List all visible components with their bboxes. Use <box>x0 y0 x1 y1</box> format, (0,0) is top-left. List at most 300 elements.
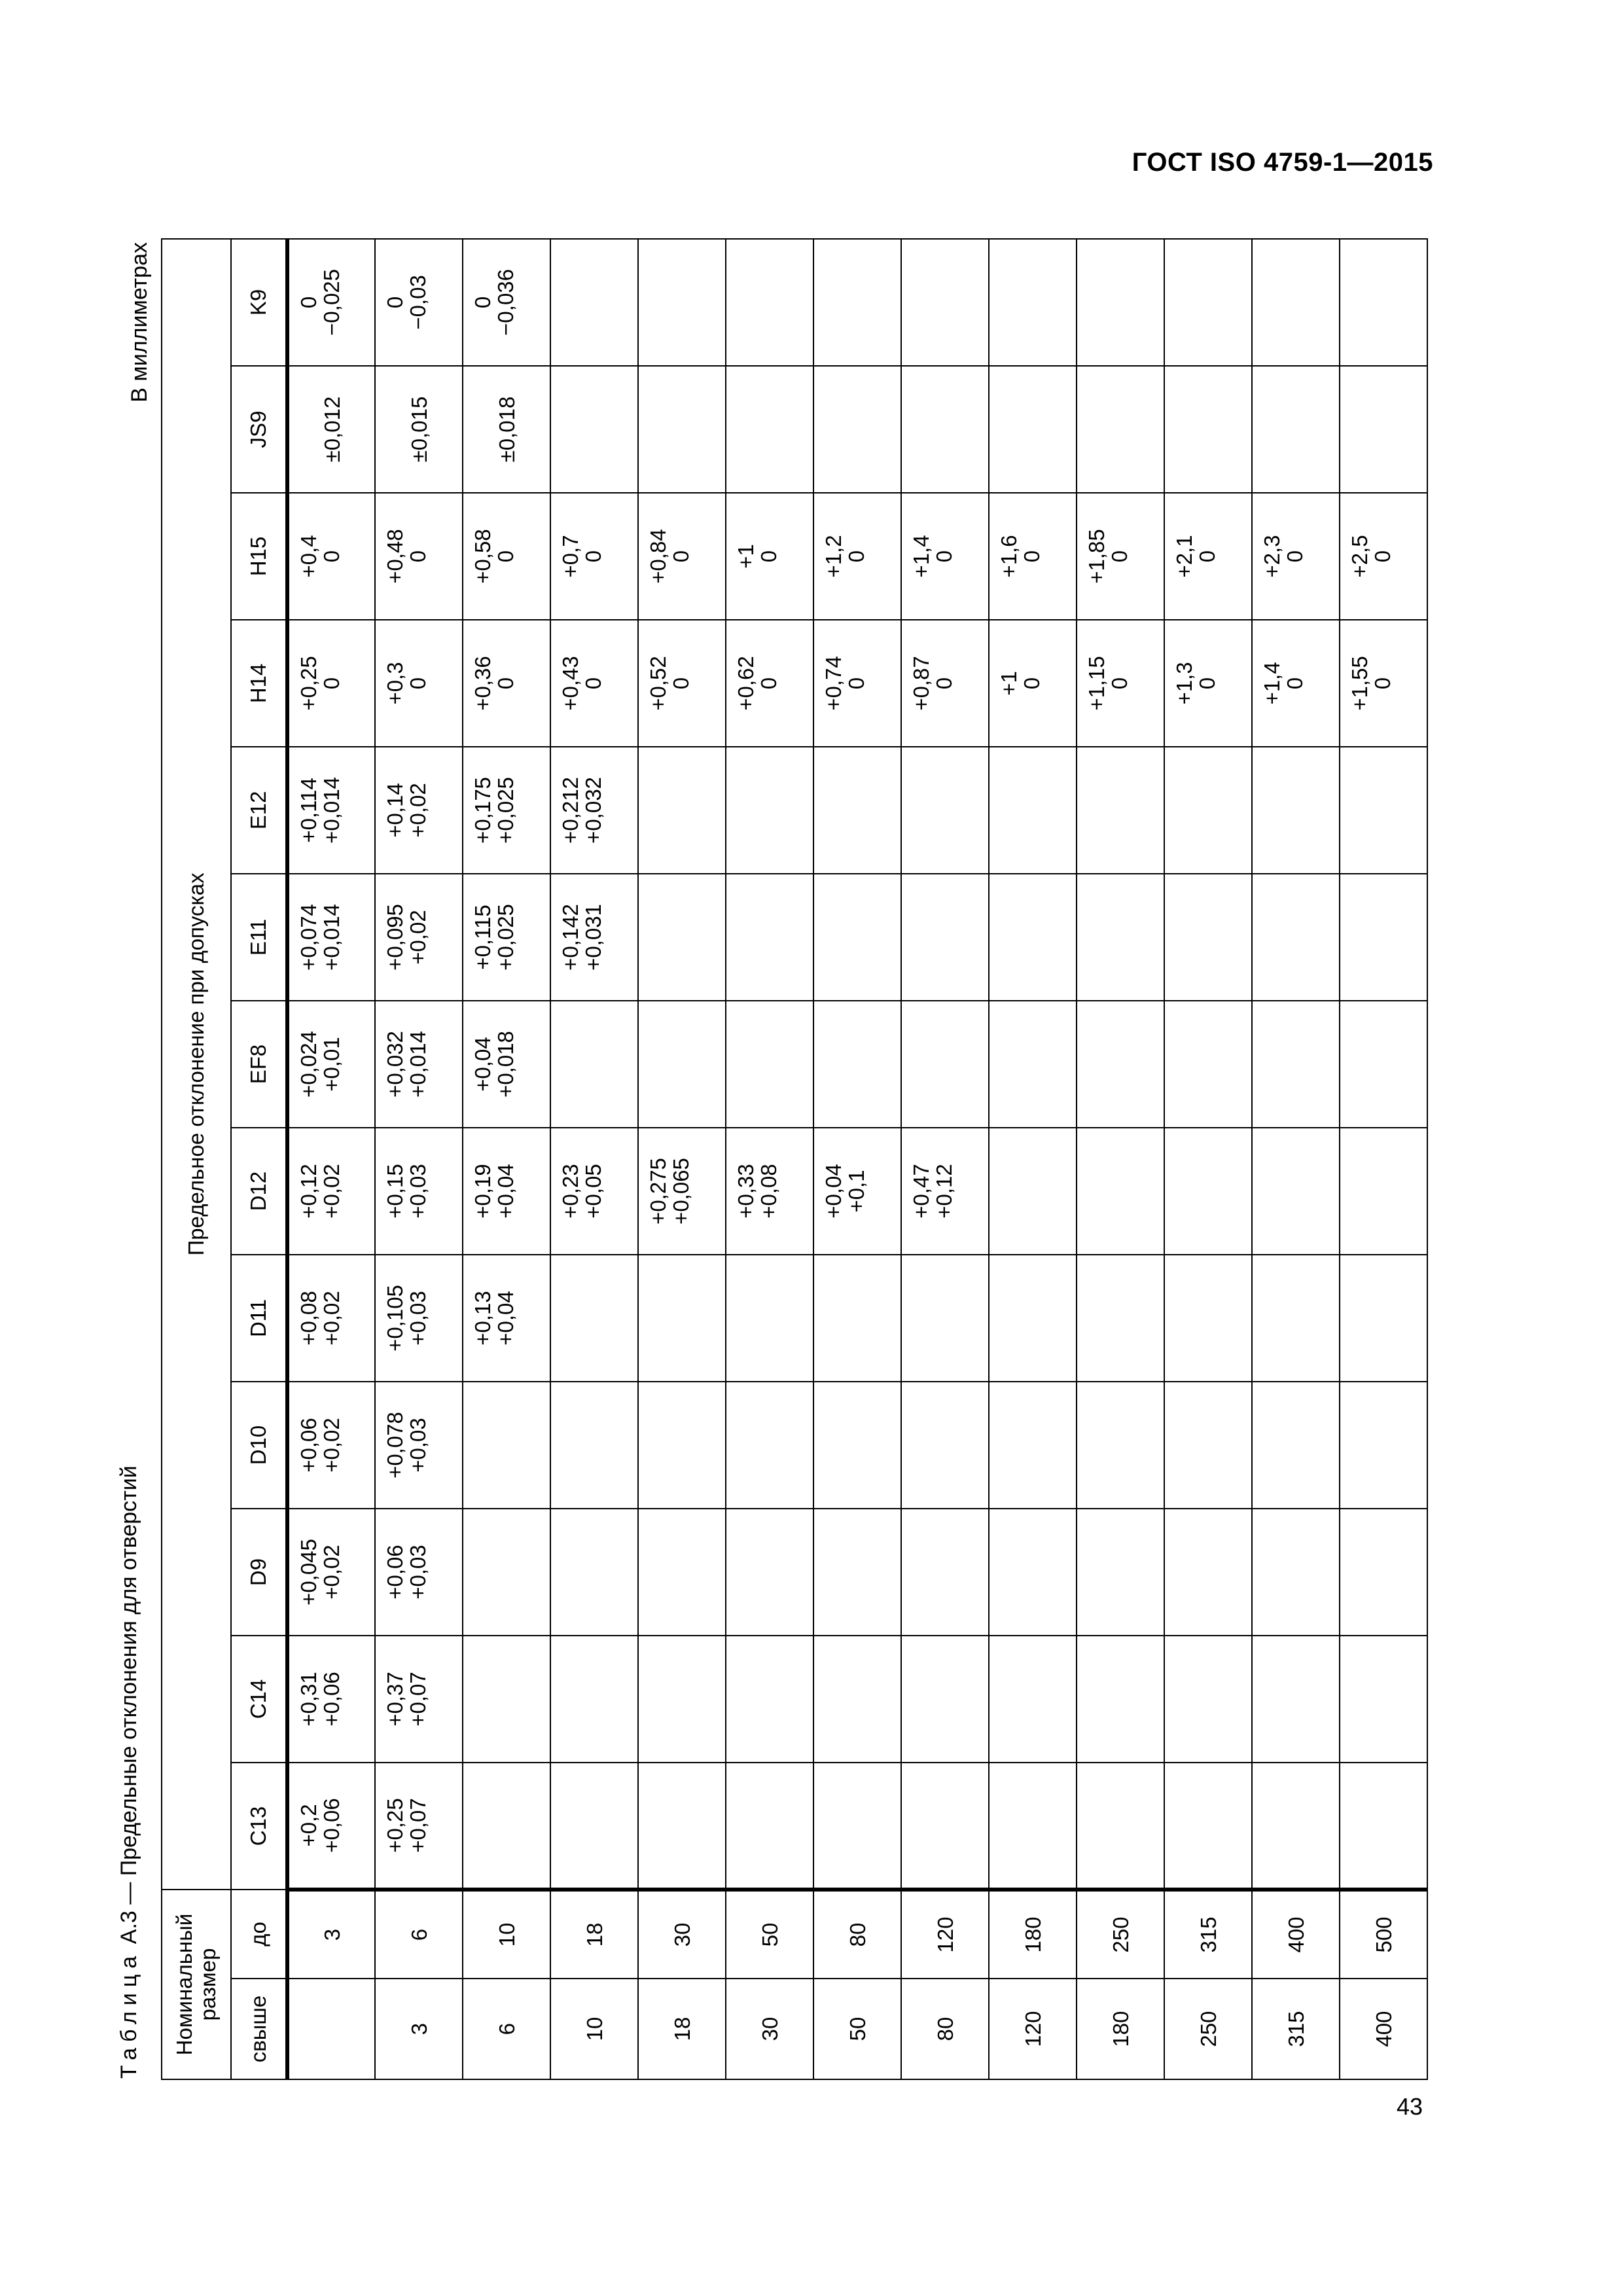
deviation-lower: 0 <box>581 677 605 690</box>
cell-deviation <box>726 620 813 747</box>
deviation-upper: +1,85 <box>1084 529 1109 584</box>
deviation-lower: 0 <box>1020 677 1044 690</box>
cell-deviation <box>1164 493 1252 620</box>
table-row <box>287 239 375 2079</box>
deviation-lower: +0,032 <box>581 777 605 844</box>
cell-deviation <box>1252 1255 1340 1382</box>
deviation-lower: +0,03 <box>406 1418 430 1473</box>
deviation-upper: +0,115 <box>471 905 495 970</box>
cell-deviation <box>638 1636 726 1763</box>
cell-deviation <box>287 1255 375 1382</box>
cell-deviation <box>1077 747 1164 874</box>
deviation-upper: 0 <box>471 296 495 309</box>
cell-deviation <box>1077 1128 1164 1255</box>
cell-deviation <box>813 1255 901 1382</box>
cell-deviation <box>813 493 901 620</box>
cell-deviation <box>375 239 463 366</box>
cell-deviation <box>813 1001 901 1128</box>
deviation-lower: 0 <box>581 550 605 563</box>
cell-deviation <box>1252 493 1340 620</box>
cell-deviation <box>901 1255 989 1382</box>
deviation-upper: +0,31 <box>296 1672 321 1727</box>
deviation-lower: −0,03 <box>406 275 430 330</box>
cell-deviation <box>287 1509 375 1636</box>
deviation-upper: +0,47 <box>909 1164 933 1219</box>
cell-deviation <box>726 1763 813 1890</box>
deviation-upper: +0,024 <box>296 1031 321 1098</box>
cell-deviation <box>463 1636 550 1763</box>
cell-deviation <box>463 1382 550 1509</box>
cell-deviation <box>463 1001 550 1128</box>
cell-deviation <box>550 1128 638 1255</box>
table-caption <box>116 1465 142 2079</box>
cell-deviation <box>287 366 375 493</box>
deviation-lower: +0,01 <box>319 1037 344 1092</box>
cell-deviation <box>1252 1509 1340 1636</box>
deviation-upper: +0,06 <box>383 1545 407 1600</box>
cell-deviation <box>989 1509 1077 1636</box>
deviation-upper: +0,25 <box>383 1798 407 1853</box>
cell-deviation <box>1340 747 1427 874</box>
cell-deviation <box>550 366 638 493</box>
deviation-lower: 0 <box>844 677 868 690</box>
cell-deviation <box>1077 1509 1164 1636</box>
cell-deviation <box>989 1763 1077 1890</box>
cell-size-to: 6 <box>375 1890 463 1979</box>
cell-size-from: 30 <box>726 1979 813 2079</box>
cell-deviation <box>463 1128 550 1255</box>
deviation-lower: +0,12 <box>932 1164 956 1219</box>
cell-deviation <box>550 747 638 874</box>
deviation-lower: 0 <box>1107 677 1132 690</box>
cell-deviation <box>901 239 989 366</box>
cell-deviation <box>901 1763 989 1890</box>
cell-deviation <box>1340 239 1427 366</box>
cell-deviation <box>1164 747 1252 874</box>
group-header-nominal: Номинальный размер <box>162 1890 231 2079</box>
cell-deviation <box>726 366 813 493</box>
deviation-lower: 0 <box>319 550 344 563</box>
cell-deviation <box>287 1382 375 1509</box>
deviation-upper: ±0,015 <box>406 396 431 463</box>
cell-deviation <box>375 493 463 620</box>
cell-deviation <box>1077 366 1164 493</box>
cell-deviation <box>989 747 1077 874</box>
cell-deviation <box>463 1763 550 1890</box>
deviation-lower: +0,06 <box>319 1672 344 1727</box>
cell-size-to: 315 <box>1164 1890 1252 1979</box>
cell-deviation <box>463 1255 550 1382</box>
cell-deviation <box>287 1001 375 1128</box>
cell-deviation <box>638 1128 726 1255</box>
deviation-upper: +1,55 <box>1347 656 1372 711</box>
cell-deviation <box>1340 620 1427 747</box>
col-header-tolerance: EF8 <box>231 1001 287 1128</box>
cell-deviation <box>1077 874 1164 1001</box>
cell-deviation <box>638 1763 726 1890</box>
cell-deviation <box>638 747 726 874</box>
cell-deviation <box>989 1382 1077 1509</box>
cell-size-to: 80 <box>813 1890 901 1979</box>
deviation-upper: +0,7 <box>558 535 582 578</box>
deviation-upper: +0,3 <box>383 662 407 705</box>
deviation-upper: +0,87 <box>909 656 933 711</box>
cell-deviation <box>1077 620 1164 747</box>
units-note: В миллиметрах <box>127 242 152 403</box>
cell-deviation <box>1077 1636 1164 1763</box>
cell-deviation <box>638 874 726 1001</box>
deviation-lower: −0,025 <box>319 268 344 336</box>
col-header-tolerance: D11 <box>231 1255 287 1382</box>
deviation-upper: +1,4 <box>909 535 933 578</box>
deviation-lower: 0 <box>669 677 693 690</box>
col-header-tolerance: D12 <box>231 1128 287 1255</box>
caption-label: Таблица <box>116 1950 141 2079</box>
deviation-upper: ±0,012 <box>319 396 344 463</box>
cell-size-from: 10 <box>550 1979 638 2079</box>
cell-deviation <box>1164 1255 1252 1382</box>
cell-deviation <box>638 620 726 747</box>
cell-deviation <box>1252 1636 1340 1763</box>
group-header-deviation: Предельное отклонение при допусках <box>162 239 231 1890</box>
cell-deviation <box>1340 1128 1427 1255</box>
deviation-lower: 0 <box>669 550 693 563</box>
cell-deviation <box>1340 874 1427 1001</box>
deviation-lower: 0 <box>493 550 518 563</box>
cell-deviation <box>1164 1509 1252 1636</box>
cell-deviation <box>989 1001 1077 1128</box>
table-row <box>1340 239 1427 2079</box>
cell-deviation <box>1164 1636 1252 1763</box>
cell-deviation <box>1164 1763 1252 1890</box>
col-header-tolerance: JS9 <box>231 366 287 493</box>
cell-deviation <box>1340 1509 1427 1636</box>
table-body <box>287 239 1427 2079</box>
table-row <box>813 239 901 2079</box>
cell-deviation <box>638 1509 726 1636</box>
deviation-upper: +0,2 <box>296 1804 321 1847</box>
deviation-upper: +0,06 <box>296 1418 321 1473</box>
deviation-upper: +0,078 <box>383 1412 407 1479</box>
cell-deviation <box>287 239 375 366</box>
cell-deviation <box>726 1255 813 1382</box>
deviation-lower: −0,036 <box>493 268 518 336</box>
cell-size-from: 80 <box>901 1979 989 2079</box>
deviation-upper: +0,58 <box>471 529 495 584</box>
deviation-lower: +0,05 <box>581 1164 605 1219</box>
table-row <box>1077 239 1164 2079</box>
cell-deviation <box>989 1636 1077 1763</box>
cell-deviation <box>550 239 638 366</box>
cell-size-to: 3 <box>287 1890 375 1979</box>
deviation-lower: 0 <box>757 550 781 563</box>
cell-size-from: 3 <box>375 1979 463 2079</box>
cell-deviation <box>1340 1382 1427 1509</box>
deviation-upper: +2,3 <box>1260 535 1284 578</box>
cell-deviation <box>638 239 726 366</box>
deviation-lower: 0 <box>406 550 430 563</box>
cell-size-from: 120 <box>989 1979 1077 2079</box>
cell-deviation <box>726 1509 813 1636</box>
deviation-lower: +0,1 <box>844 1170 868 1213</box>
cell-deviation <box>1340 1636 1427 1763</box>
cell-deviation <box>813 620 901 747</box>
deviation-upper: +0,08 <box>296 1291 321 1346</box>
cell-deviation <box>1164 620 1252 747</box>
cell-size-to: 400 <box>1252 1890 1340 1979</box>
deviation-upper: +0,48 <box>383 529 407 584</box>
caption-text: — Предельные отклонения для отверстий <box>116 1465 141 1905</box>
deviation-lower: +0,07 <box>406 1672 430 1727</box>
cell-deviation <box>550 493 638 620</box>
deviation-lower: 0 <box>1020 550 1044 563</box>
table-column-header-row <box>231 239 287 2079</box>
cell-deviation <box>726 874 813 1001</box>
deviation-upper: +0,095 <box>383 904 407 971</box>
deviation-upper: +0,12 <box>296 1164 321 1219</box>
cell-deviation <box>287 493 375 620</box>
deviation-upper: +0,74 <box>821 656 846 711</box>
cell-deviation <box>813 874 901 1001</box>
deviation-upper: +0,25 <box>296 656 321 711</box>
deviation-lower: 0 <box>406 677 430 690</box>
deviation-lower: +0,025 <box>493 904 518 971</box>
col-header-tolerance: D9 <box>231 1509 287 1636</box>
cell-deviation <box>901 493 989 620</box>
cell-deviation <box>813 239 901 366</box>
cell-deviation <box>375 1255 463 1382</box>
deviation-lower: +0,08 <box>757 1164 781 1219</box>
cell-size-to: 120 <box>901 1890 989 1979</box>
cell-deviation <box>550 1001 638 1128</box>
cell-deviation <box>375 620 463 747</box>
deviation-lower: +0,04 <box>493 1291 518 1346</box>
cell-deviation <box>638 493 726 620</box>
cell-deviation <box>726 1128 813 1255</box>
col-header-tolerance: C14 <box>231 1636 287 1763</box>
document-header: ГОСТ ISO 4759-1—2015 <box>1132 148 1433 177</box>
deviation-upper: +0,15 <box>383 1164 407 1219</box>
deviation-lower: 0 <box>1370 550 1395 563</box>
deviation-lower: 0 <box>1107 550 1132 563</box>
deviation-upper: +0,84 <box>646 529 670 584</box>
cell-deviation <box>463 620 550 747</box>
cell-deviation <box>901 620 989 747</box>
cell-deviation <box>1077 1763 1164 1890</box>
table-row <box>638 239 726 2079</box>
cell-deviation <box>989 620 1077 747</box>
cell-deviation <box>1077 493 1164 620</box>
cell-deviation <box>638 1001 726 1128</box>
deviation-lower: +0,014 <box>319 904 344 971</box>
cell-deviation <box>1164 1382 1252 1509</box>
cell-deviation <box>375 1128 463 1255</box>
cell-deviation <box>1252 1128 1340 1255</box>
cell-deviation <box>813 1382 901 1509</box>
deviation-lower: +0,014 <box>406 1031 430 1098</box>
table-group-header-row <box>162 239 231 2079</box>
deviation-upper: +0,43 <box>558 656 582 711</box>
cell-deviation <box>813 1763 901 1890</box>
deviation-upper: +0,19 <box>471 1164 495 1219</box>
cell-size-from <box>287 1979 375 2079</box>
cell-deviation <box>375 874 463 1001</box>
cell-deviation <box>375 747 463 874</box>
cell-deviation <box>287 620 375 747</box>
cell-deviation <box>813 1509 901 1636</box>
table-row <box>550 239 638 2079</box>
cell-deviation <box>901 1128 989 1255</box>
table-row <box>375 239 463 2079</box>
deviation-upper: +0,175 <box>471 777 495 844</box>
deviation-lower: 0 <box>319 677 344 690</box>
table-row <box>1164 239 1252 2079</box>
cell-size-from: 6 <box>463 1979 550 2079</box>
deviation-lower: 0 <box>1370 677 1395 690</box>
deviation-upper: +2,5 <box>1347 535 1372 578</box>
cell-deviation <box>901 366 989 493</box>
cell-deviation <box>1077 239 1164 366</box>
col-header-from: свыше <box>231 1979 287 2079</box>
cell-deviation <box>726 1382 813 1509</box>
deviation-upper: +0,33 <box>734 1164 758 1219</box>
cell-deviation <box>375 1763 463 1890</box>
deviation-upper: +2,1 <box>1172 535 1196 578</box>
cell-deviation <box>989 493 1077 620</box>
col-header-tolerance: H15 <box>231 493 287 620</box>
deviation-lower: 0 <box>493 677 518 690</box>
table-row <box>989 239 1077 2079</box>
deviation-upper: +0,23 <box>558 1164 582 1219</box>
cell-deviation <box>1252 620 1340 747</box>
cell-deviation <box>1340 493 1427 620</box>
deviation-upper: +0,114 <box>296 778 321 843</box>
cell-deviation <box>1252 747 1340 874</box>
cell-deviation <box>1164 1128 1252 1255</box>
deviation-upper: +0,04 <box>471 1037 495 1092</box>
cell-deviation <box>463 239 550 366</box>
col-header-tolerance: H14 <box>231 620 287 747</box>
deviation-lower: +0,025 <box>493 777 518 844</box>
deviation-lower: +0,02 <box>406 910 430 965</box>
deviation-lower: +0,02 <box>319 1418 344 1473</box>
cell-deviation <box>463 747 550 874</box>
cell-deviation <box>726 493 813 620</box>
deviation-upper: +0,52 <box>646 656 670 711</box>
cell-size-from: 180 <box>1077 1979 1164 2079</box>
cell-deviation <box>726 1001 813 1128</box>
cell-deviation <box>989 1128 1077 1255</box>
deviation-lower: +0,07 <box>406 1798 430 1853</box>
col-header-tolerance: D10 <box>231 1382 287 1509</box>
cell-deviation <box>989 1255 1077 1382</box>
caption-number: A.3 <box>116 1910 141 1945</box>
cell-deviation <box>1077 1382 1164 1509</box>
deviation-lower: +0,03 <box>406 1164 430 1219</box>
col-header-to: до <box>231 1890 287 1979</box>
deviation-upper: +0,045 <box>296 1539 321 1605</box>
cell-deviation <box>638 1255 726 1382</box>
deviation-table <box>161 238 1428 2080</box>
deviation-lower: +0,03 <box>406 1291 430 1346</box>
cell-deviation <box>287 1128 375 1255</box>
deviation-lower: +0,02 <box>319 1164 344 1219</box>
deviation-lower: 0 <box>1283 677 1307 690</box>
cell-deviation <box>375 1382 463 1509</box>
deviation-upper: +0,4 <box>296 535 321 578</box>
deviation-upper: +0,212 <box>558 777 582 844</box>
cell-deviation <box>287 1763 375 1890</box>
cell-deviation <box>1164 874 1252 1001</box>
cell-deviation <box>1252 1763 1340 1890</box>
cell-deviation <box>375 366 463 493</box>
deviation-upper: +0,032 <box>383 1031 407 1098</box>
cell-deviation <box>901 1636 989 1763</box>
cell-deviation <box>1164 239 1252 366</box>
deviation-upper: +1,6 <box>997 535 1021 578</box>
cell-size-from: 18 <box>638 1979 726 2079</box>
deviation-upper: +0,62 <box>734 656 758 711</box>
cell-size-to: 30 <box>638 1890 726 1979</box>
cell-deviation <box>375 1509 463 1636</box>
deviation-upper: +0,105 <box>383 1285 407 1352</box>
deviation-lower: 0 <box>1195 677 1219 690</box>
cell-deviation <box>638 366 726 493</box>
deviation-upper: 0 <box>296 296 321 309</box>
cell-deviation <box>638 1382 726 1509</box>
cell-deviation <box>1340 1001 1427 1128</box>
cell-deviation <box>463 493 550 620</box>
cell-deviation <box>550 874 638 1001</box>
cell-deviation <box>901 1509 989 1636</box>
cell-deviation <box>1252 874 1340 1001</box>
table-row <box>901 239 989 2079</box>
cell-deviation <box>989 874 1077 1001</box>
cell-deviation <box>375 1001 463 1128</box>
cell-deviation <box>726 239 813 366</box>
cell-deviation <box>287 874 375 1001</box>
deviation-lower: +0,02 <box>319 1291 344 1346</box>
deviation-upper: +1,2 <box>821 535 846 578</box>
col-header-tolerance: E12 <box>231 747 287 874</box>
cell-deviation <box>287 1636 375 1763</box>
deviation-upper: +0,13 <box>471 1291 495 1346</box>
deviation-lower: 0 <box>1195 550 1219 563</box>
cell-deviation <box>287 747 375 874</box>
cell-deviation <box>1252 1382 1340 1509</box>
cell-deviation <box>1340 1255 1427 1382</box>
cell-size-to: 18 <box>550 1890 638 1979</box>
cell-deviation <box>550 1255 638 1382</box>
cell-deviation <box>375 1636 463 1763</box>
cell-deviation <box>726 1636 813 1763</box>
deviation-lower: +0,065 <box>669 1158 693 1225</box>
deviation-upper: +0,37 <box>383 1672 407 1727</box>
col-header-tolerance: E11 <box>231 874 287 1001</box>
cell-deviation <box>901 747 989 874</box>
col-header-tolerance: C13 <box>231 1763 287 1890</box>
cell-deviation <box>813 1636 901 1763</box>
cell-deviation <box>550 1636 638 1763</box>
cell-deviation <box>550 1382 638 1509</box>
table-row <box>1252 239 1340 2079</box>
cell-size-from: 315 <box>1252 1979 1340 2079</box>
cell-deviation <box>1077 1255 1164 1382</box>
deviation-upper: +0,074 <box>296 904 321 971</box>
cell-deviation <box>1164 366 1252 493</box>
cell-deviation <box>550 1509 638 1636</box>
deviation-lower: +0,02 <box>319 1545 344 1600</box>
